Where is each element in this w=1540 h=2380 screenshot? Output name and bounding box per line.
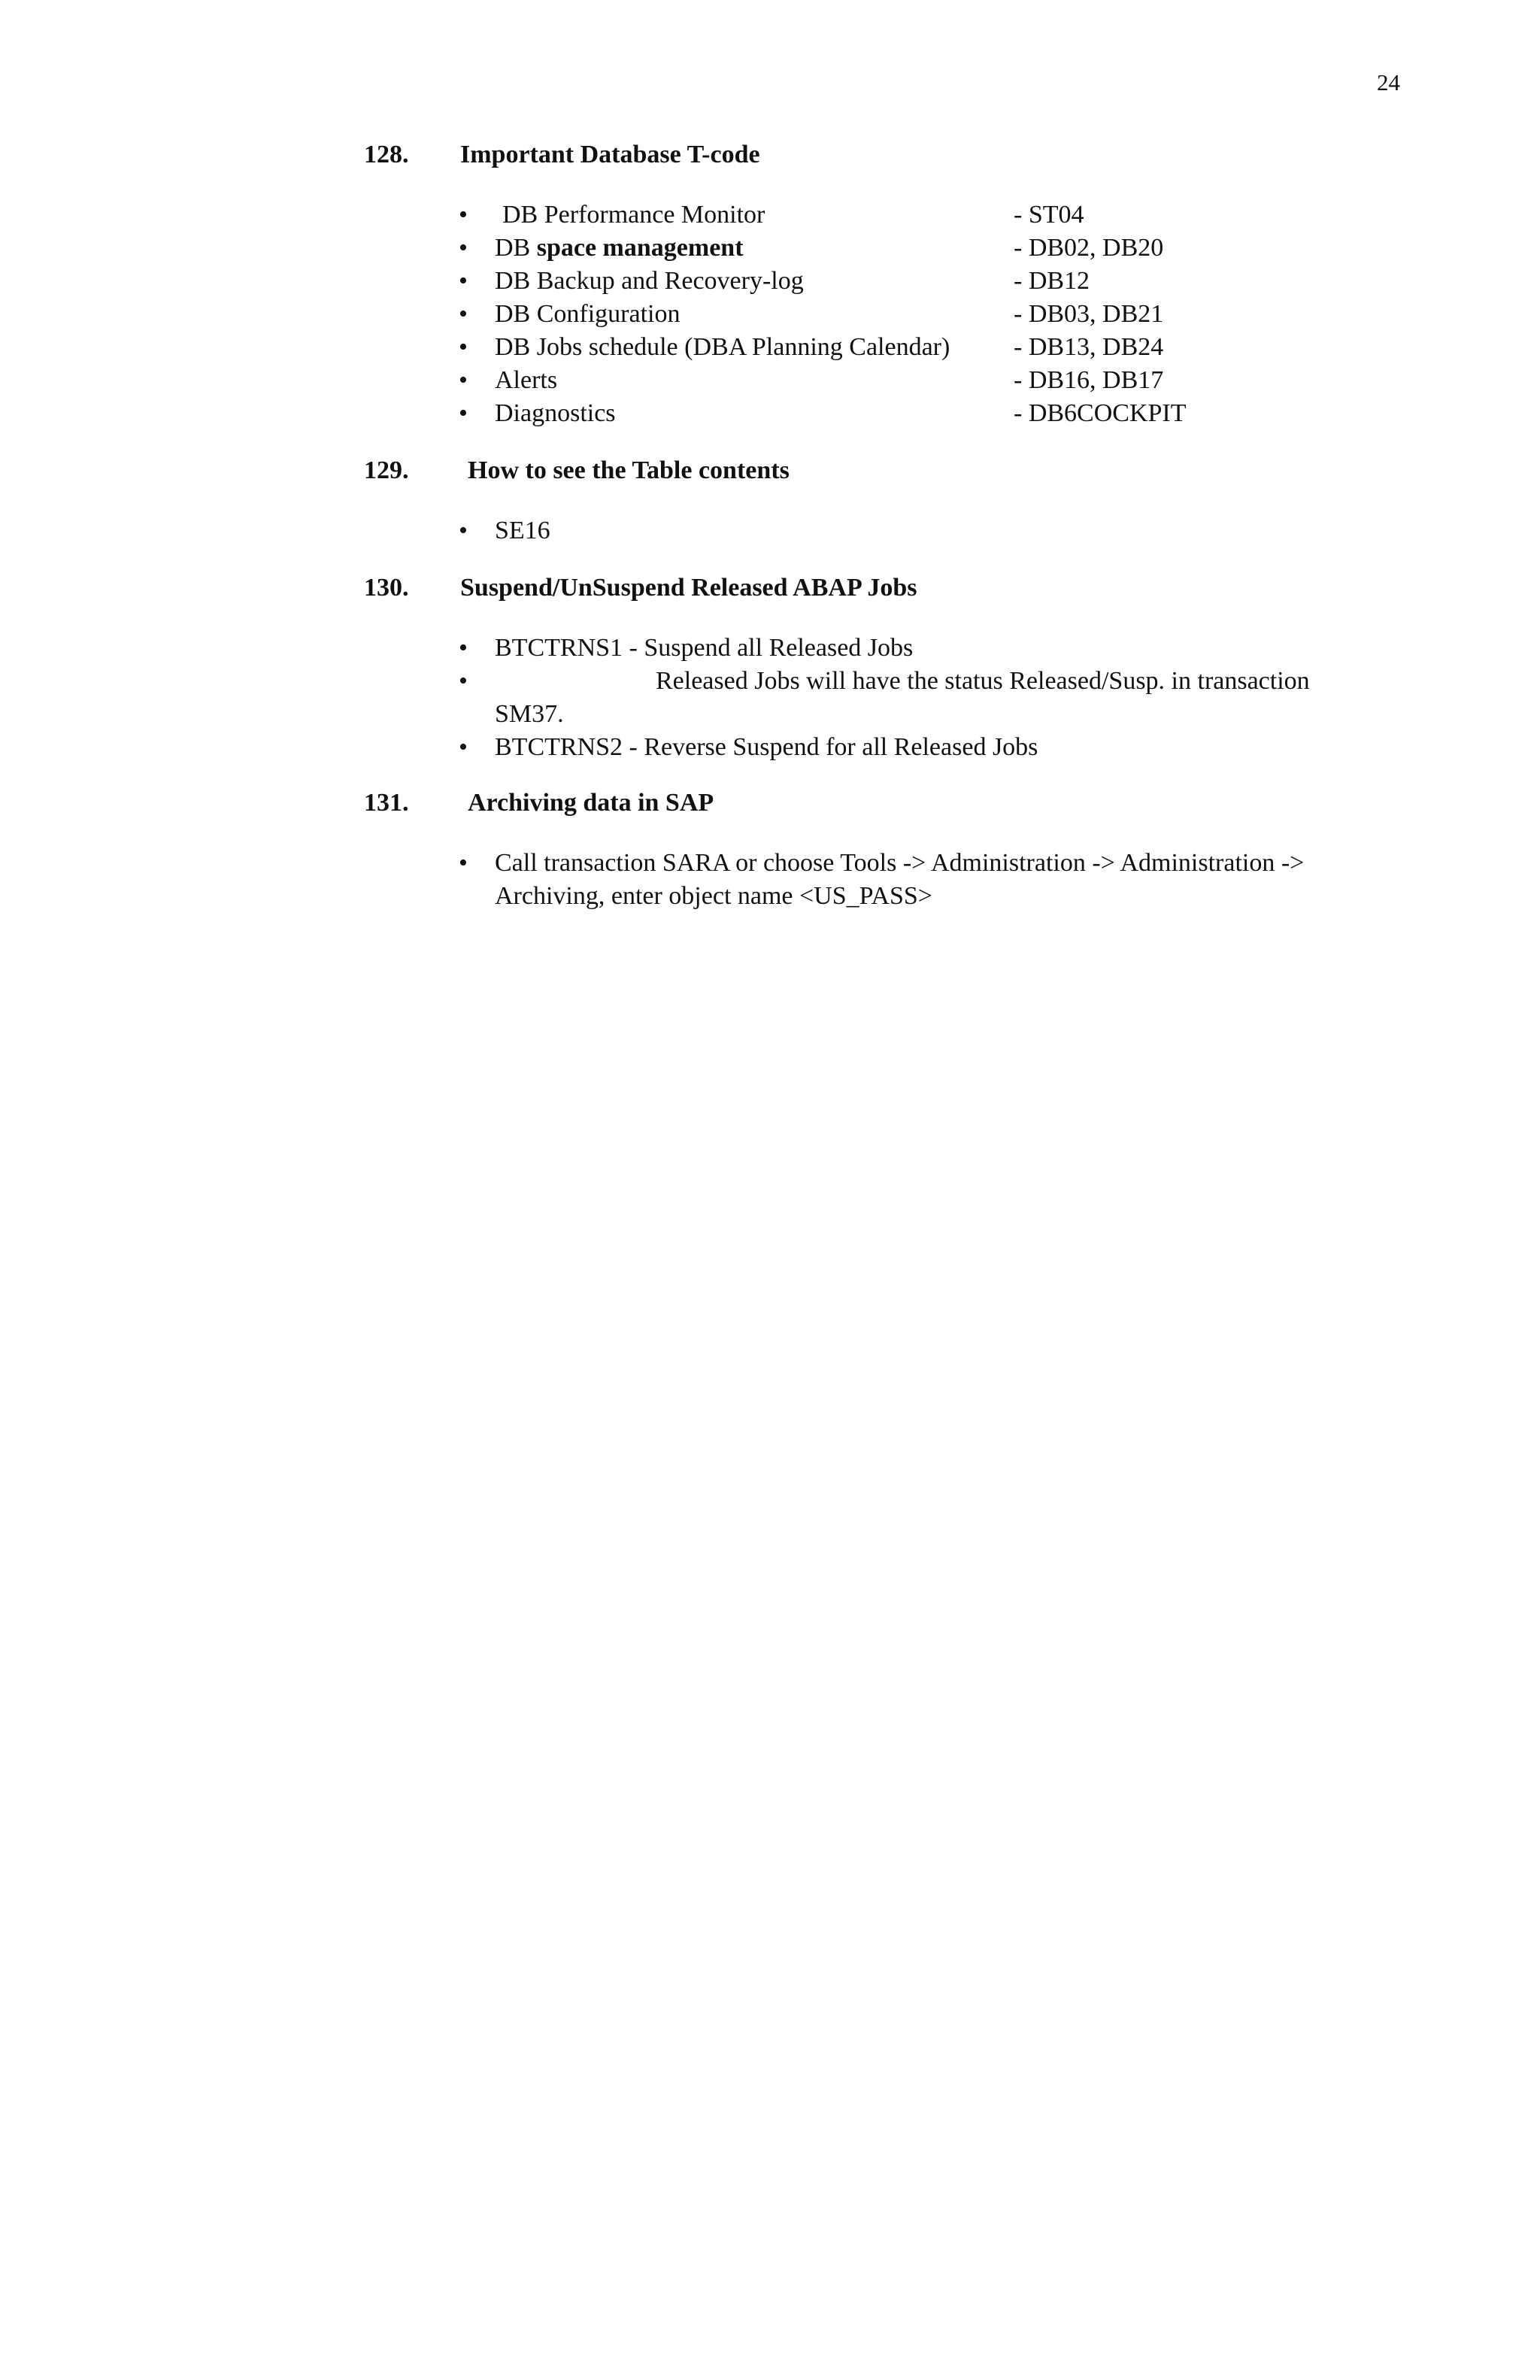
list-item bbox=[364, 298, 1417, 331]
item-list bbox=[364, 632, 1417, 764]
section-heading bbox=[364, 787, 1417, 820]
bullet-icon: • bbox=[459, 517, 468, 544]
item-label-line2: SM37. bbox=[495, 700, 564, 728]
section-heading bbox=[364, 138, 1417, 171]
item-label-bold: space management bbox=[536, 234, 744, 262]
item-code: - DB02, DB20 bbox=[1014, 234, 1164, 262]
section-heading bbox=[364, 572, 1417, 605]
item-code: - DB16, DB17 bbox=[1014, 366, 1164, 394]
bullet-icon: • bbox=[459, 267, 468, 295]
item-label: DB Backup and Recovery-log bbox=[495, 267, 804, 295]
list-item bbox=[364, 665, 1417, 731]
list-item bbox=[364, 199, 1417, 232]
item-label: BTCTRNS2 - Reverse Suspend for all Released Jobs bbox=[495, 733, 1038, 761]
bullet-icon: • bbox=[459, 399, 468, 427]
item-label-prefix: DB bbox=[495, 234, 531, 262]
section-number: 130. bbox=[364, 574, 409, 602]
section-heading bbox=[364, 454, 1417, 487]
item-label: BTCTRNS1 - Suspend all Released Jobs bbox=[495, 634, 914, 662]
section-number: 129. bbox=[364, 456, 409, 484]
list-item bbox=[364, 364, 1417, 397]
item-list bbox=[364, 847, 1417, 913]
bullet-icon: • bbox=[459, 634, 468, 662]
section-130 bbox=[364, 572, 1417, 764]
item-code: - DB6COCKPIT bbox=[1014, 399, 1187, 427]
page-number: 24 bbox=[1377, 69, 1400, 96]
item-label: Alerts bbox=[495, 366, 558, 394]
section-128 bbox=[364, 138, 1417, 430]
list-item bbox=[364, 232, 1417, 265]
section-131 bbox=[364, 787, 1417, 913]
bullet-icon: • bbox=[459, 667, 468, 695]
item-label: DB Configuration bbox=[495, 300, 681, 328]
section-title: Archiving data in SAP bbox=[468, 789, 714, 817]
list-item bbox=[364, 265, 1417, 298]
item-code: - ST04 bbox=[1014, 201, 1084, 229]
section-title: Suspend/UnSuspend Released ABAP Jobs bbox=[460, 574, 917, 602]
item-label: Call transaction SARA or choose Tools -> Administration -> Administration -> Archiving, enter object name <US_PASS> bbox=[495, 849, 1305, 910]
bullet-icon: • bbox=[459, 201, 468, 229]
item-label: SE16 bbox=[495, 517, 550, 544]
list-item bbox=[364, 514, 1417, 547]
item-label-line1: Released Jobs will have the status Released/Susp. in transaction bbox=[656, 667, 1310, 695]
section-title: How to see the Table contents bbox=[468, 456, 790, 484]
bullet-icon: • bbox=[459, 234, 468, 262]
list-item bbox=[364, 847, 1417, 913]
tcode-list bbox=[364, 199, 1417, 430]
section-129 bbox=[364, 454, 1417, 547]
item-code: - DB03, DB21 bbox=[1014, 300, 1164, 328]
section-title: Important Database T-code bbox=[460, 141, 760, 168]
item-list bbox=[364, 514, 1417, 547]
list-item bbox=[364, 397, 1417, 430]
item-label: Diagnostics bbox=[495, 399, 616, 427]
bullet-icon: • bbox=[459, 849, 468, 877]
section-number: 131. bbox=[364, 789, 409, 817]
bullet-icon: • bbox=[459, 366, 468, 394]
bullet-icon: • bbox=[459, 300, 468, 328]
bullet-icon: • bbox=[459, 733, 468, 761]
item-label: DB Jobs schedule (DBA Planning Calendar) bbox=[495, 333, 950, 361]
list-item bbox=[364, 731, 1417, 764]
list-item bbox=[364, 632, 1417, 665]
bullet-icon: • bbox=[459, 333, 468, 361]
item-label: DB Performance Monitor bbox=[502, 201, 765, 229]
list-item bbox=[364, 331, 1417, 364]
section-number: 128. bbox=[364, 141, 409, 168]
item-code: - DB12 bbox=[1014, 267, 1090, 295]
item-code: - DB13, DB24 bbox=[1014, 333, 1164, 361]
